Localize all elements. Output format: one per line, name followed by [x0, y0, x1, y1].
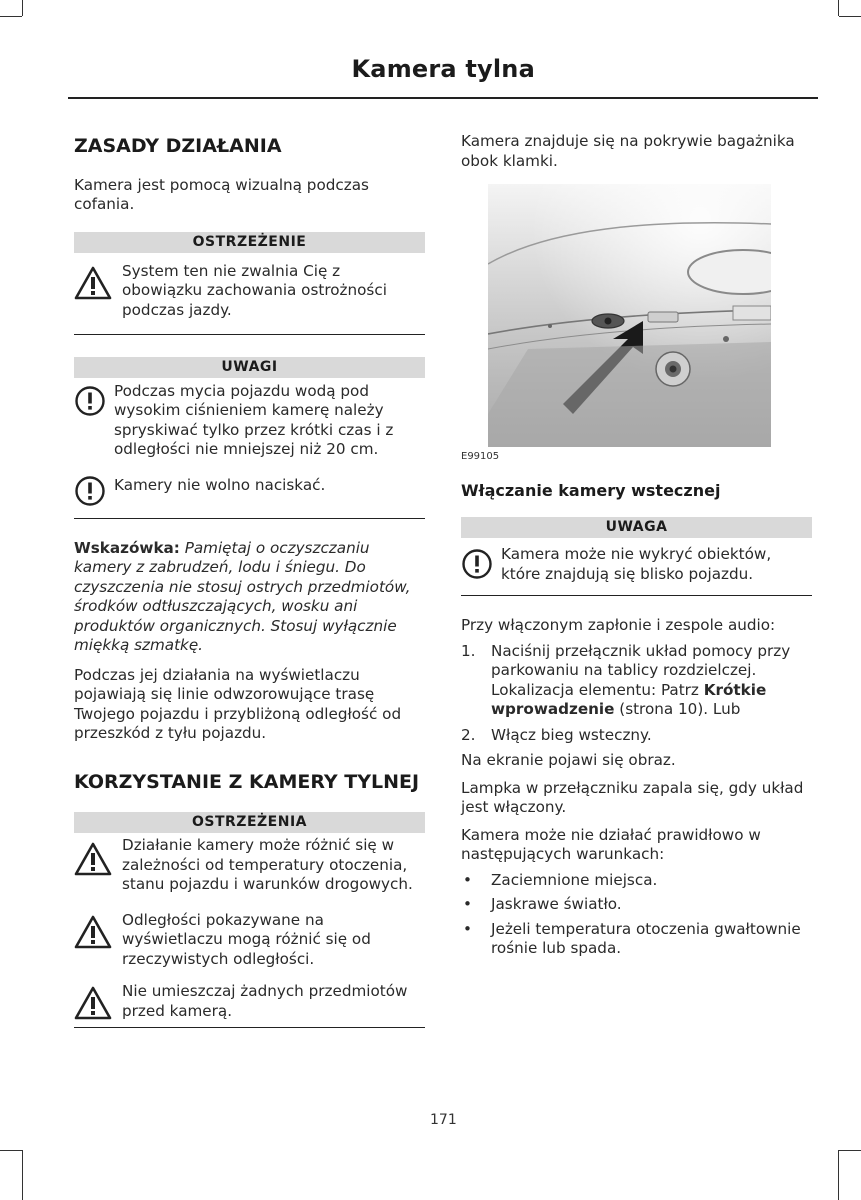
- figure-id: E99105: [461, 451, 500, 462]
- step-item: [461, 726, 812, 746]
- step-text: Naciśnij przełącznik układ pomocy przy parkowaniu na tablicy rozdzielczej. Lokalizacja elementu: Patrz: [491, 641, 791, 699]
- step-item: [461, 642, 812, 720]
- bullet: •: [463, 870, 472, 889]
- warnings-box: [74, 812, 425, 1028]
- warning-box-title: OSTRZEŻENIE: [74, 232, 425, 253]
- notes-box: [74, 357, 425, 519]
- crop-mark-top-right-h: [839, 16, 861, 17]
- warning-triangle-icon: [74, 842, 112, 882]
- crop-mark-bottom-left-h: [0, 1150, 22, 1151]
- steps-list: [461, 642, 812, 746]
- crop-mark-bottom-right-h: [839, 1150, 861, 1151]
- caution-box-title: UWAGA: [461, 517, 812, 538]
- step-number: 1.: [461, 641, 476, 660]
- warning-text: System ten nie zwalnia Cię z obowiązku zachowania ostrożności podczas jazdy.: [122, 261, 387, 319]
- warning-objects: [74, 982, 425, 1022]
- notes-box-rule: [74, 518, 425, 519]
- section-heading-usage: KORZYSTANIE Z KAMERY TYLNEJ: [74, 770, 420, 793]
- crop-mark-top-left-h: [0, 16, 22, 17]
- ignition-text: Przy włączonym zapłonie i zespole audio:: [461, 616, 776, 634]
- subheading-enable-camera: Włączanie kamery wstecznej: [461, 481, 721, 500]
- step-number: 2.: [461, 725, 476, 744]
- hint-text: Pamiętaj o oczyszczaniu kamery z zabrudzeń, lodu i śniegu. Do czyszczenia nie stosuj ostrych przedmiotów, środków odtłuszczających, wosku ani produktów organicznych. Stosuj wyłącznie miękką szmatkę.: [74, 538, 411, 655]
- warning-box-rule: [74, 334, 425, 335]
- note-pressure-wash-text-wrap: [74, 382, 425, 460]
- warning-temperature-text: Działanie kamery może różnić się w zależności od temperatury otoczenia, stanu pojazdu i warunków drogowych.: [122, 836, 413, 894]
- trunk-camera-figure: [488, 184, 771, 447]
- warning-temperature-wrap: [74, 836, 425, 895]
- step-text-after: (strona 10). Lub: [614, 700, 741, 718]
- crop-mark-bottom-left: [22, 1150, 23, 1200]
- note-pressure-wash-text: Podczas mycia pojazdu wodą pod wysokim ciśnieniem kamerę należy spryskiwać tylko przez krótki czas i z odległości nie mniejszej niż 20 cm.: [114, 381, 394, 459]
- crop-mark-top-left: [22, 0, 23, 16]
- hint-paragraph: [74, 539, 425, 656]
- page-number: 171: [430, 1112, 457, 1128]
- caution-circle-icon: [461, 548, 493, 586]
- conditions-list: [461, 871, 812, 959]
- section-heading-principles: ZASADY DZIAŁANIA: [74, 135, 282, 157]
- caution-box-rule: [461, 595, 812, 596]
- crop-mark-top-right: [838, 0, 839, 16]
- warning-distance: [74, 911, 425, 970]
- caution-box: [461, 517, 812, 596]
- title-rule: [68, 97, 818, 99]
- camera-location-text: Kamera znajduje się na pokrywie bagażnika obok klamki.: [461, 132, 795, 170]
- warning-note: [74, 262, 425, 324]
- notes-box-title: UWAGI: [74, 357, 425, 378]
- condition-text: Jaskrawe światło.: [491, 895, 622, 913]
- caution-circle-icon: [74, 475, 106, 513]
- note-pressure-wash: [74, 382, 425, 460]
- left-column: [74, 132, 425, 1028]
- right-column: [461, 132, 812, 959]
- note-no-press-text: Kamery nie wolno naciskać.: [114, 475, 326, 494]
- conditions-intro: Kamera może nie działać prawidłowo w następujących warunkach:: [461, 825, 761, 863]
- warnings-box-title: OSTRZEŻENIA: [74, 812, 425, 833]
- warning-triangle-icon: [74, 915, 112, 955]
- list-item: [461, 871, 812, 891]
- step-text: Włącz bieg wsteczny.: [491, 725, 652, 744]
- warning-distance-text: Odległości pokazywane na wyświetlaczu mogą różnić się od rzeczywistych odległości.: [122, 910, 371, 968]
- caution-text: Kamera może nie wykryć obiektów, które znajdują się blisko pojazdu.: [501, 545, 772, 583]
- caution-circle-icon: [74, 385, 106, 423]
- lamp-text: Lampka w przełączniku zapala się, gdy układ jest włączony.: [461, 778, 804, 816]
- quick-intro-link[interactable]: Krótkie wprowadzenie: [491, 680, 767, 718]
- screen-text: Na ekranie pojawi się obraz.: [461, 751, 676, 769]
- page-title: Kamera tylna: [351, 55, 535, 83]
- display-lines-text: Podczas jej działania na wyświetlaczu pojawiają się linie odwzorowujące trasę Twojego pojazdu i przybliżoną odległość od przeszkód z tyłu pojazdu.: [74, 665, 402, 743]
- hint-label: Wskazówka:: [74, 538, 180, 557]
- caution-note: [461, 545, 812, 587]
- warning-triangle-icon: [74, 266, 112, 306]
- warning-box: [74, 232, 425, 335]
- warning-temperature: [74, 836, 425, 895]
- list-item: [461, 920, 812, 959]
- warning-triangle-icon: [74, 986, 112, 1026]
- condition-text: Zaciemnione miejsca.: [491, 870, 658, 889]
- bullet: •: [463, 895, 472, 913]
- warning-objects-text: Nie umieszczaj żadnych przedmiotów przed kamerą.: [122, 982, 408, 1020]
- bullet: •: [463, 919, 472, 938]
- crop-mark-bottom-right: [838, 1150, 839, 1200]
- intro-text: Kamera jest pomocą wizualną podczas cofania.: [74, 175, 369, 214]
- list-item: [461, 895, 812, 915]
- warnings-box-rule: [74, 1027, 425, 1028]
- trunk-camera-illustration: [488, 184, 771, 447]
- note-no-press: [74, 476, 425, 512]
- condition-text: Jeżeli temperatura otoczenia gwałtownie rośnie lub spada.: [491, 919, 801, 957]
